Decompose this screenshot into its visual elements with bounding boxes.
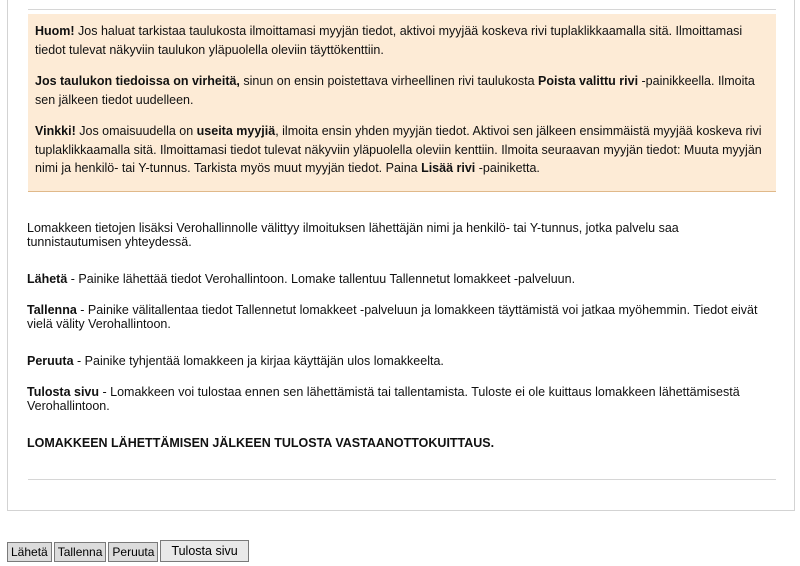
button-bar <box>7 540 251 562</box>
info-save-bold: Tallenna <box>27 302 77 317</box>
top-divider <box>28 9 776 10</box>
notice-3-text-3: -painiketta. <box>475 161 540 176</box>
info-final-bold: LOMAKKEEN LÄHETTÄMISEN JÄLKEEN TULOSTA VASTAANOTTOKUITTAUS. <box>27 435 495 450</box>
info-send-bold: Lähetä <box>27 271 68 286</box>
notice-paragraph-3 <box>35 122 771 178</box>
notice-3-bold-1: Vinkki! <box>35 124 76 138</box>
info-cancel-text: - Painike tyhjentää lomakkeen ja kirjaa käyttäjän ulos lomakkeelta. <box>73 353 444 368</box>
notice-paragraph-1 <box>35 22 771 59</box>
send-button[interactable]: Lähetä <box>7 542 52 562</box>
info-print <box>27 385 767 413</box>
print-page-button[interactable]: Tulosta sivu <box>160 540 248 562</box>
info-final <box>27 436 767 450</box>
notice-3-text-1: Jos omaisuudella on <box>75 124 197 138</box>
info-send <box>27 272 767 286</box>
info-print-text: - Lomakkeen voi tulostaa ennen sen lähettämistä tai tallentamista. Tuloste ei ole kuittaus lomakkeen lähettämisestä Verohallintoon. <box>27 384 740 413</box>
bottom-divider <box>28 479 776 480</box>
info-save <box>27 303 767 331</box>
notice-1-text: Jos haluat tarkistaa taulukosta ilmoittamasi myyjän tiedot, aktivoi myyjää koskeva rivi tuplaklikkaamalla sitä. Ilmoittamasi tiedot tulevat näkyviin taulukon yläpuolella oleviin täyttökenttiin. <box>35 24 743 57</box>
info-cancel-bold: Peruuta <box>27 353 74 368</box>
notice-3-bold-3: Lisää rivi <box>421 161 476 176</box>
info-print-bold: Tulosta sivu <box>27 384 100 399</box>
notice-box <box>28 14 776 192</box>
info-save-text: - Painike välitallentaa tiedot Tallennetut lomakkeet -palveluun ja lomakkeen täyttämistä voi jatkaa myöhemmin. Tiedot eivät vielä välity Verohallintoon. <box>27 302 758 331</box>
cancel-button[interactable]: Peruuta <box>108 542 158 562</box>
notice-3-text-2: , ilmoita ensin yhden myyjän tiedot. Aktivoi sen jälkeen ensimmäistä myyjää koskeva rivi tuplaklikkaamalla sitä. Ilmoittamasi tiedot tulevat näkyviin yläpuolella oleviin kenttiin. Ilmoita seuraavan myyjän tiedot: Muuta myyjän nimi ja henkilö- tai Y-tunnus. Tarkista myös muut myyjän tiedot. Paina <box>35 124 762 176</box>
notice-2-text-2: -painikkeella. Ilmoita sen jälkeen tiedot uudelleen. <box>35 74 755 107</box>
notice-1-bold: Huom! <box>35 24 75 38</box>
info-send-text: - Painike lähettää tiedot Verohallintoon. Lomake tallentuu Tallennetut lomakkeet -palveluun. <box>67 271 576 286</box>
form-panel <box>7 0 795 511</box>
save-button[interactable]: Tallenna <box>54 542 107 562</box>
info-cancel <box>27 354 767 368</box>
notice-paragraph-2 <box>35 72 771 109</box>
notice-2-bold-1: Jos taulukon tiedoissa on virheitä, <box>35 74 240 88</box>
notice-3-bold-2: useita myyjiä <box>196 124 276 138</box>
notice-2-bold-2: Poista valittu rivi <box>538 74 639 88</box>
info-intro: Lomakkeen tietojen lisäksi Verohallinnolle välittyy ilmoituksen lähettäjän nimi ja henkilö- tai Y-tunnus, jotka palvelu saa tunnistautumisen yhteydessä. <box>27 220 679 249</box>
notice-2-text-1: sinun on ensin poistettava virheellinen rivi taulukosta <box>239 74 539 88</box>
